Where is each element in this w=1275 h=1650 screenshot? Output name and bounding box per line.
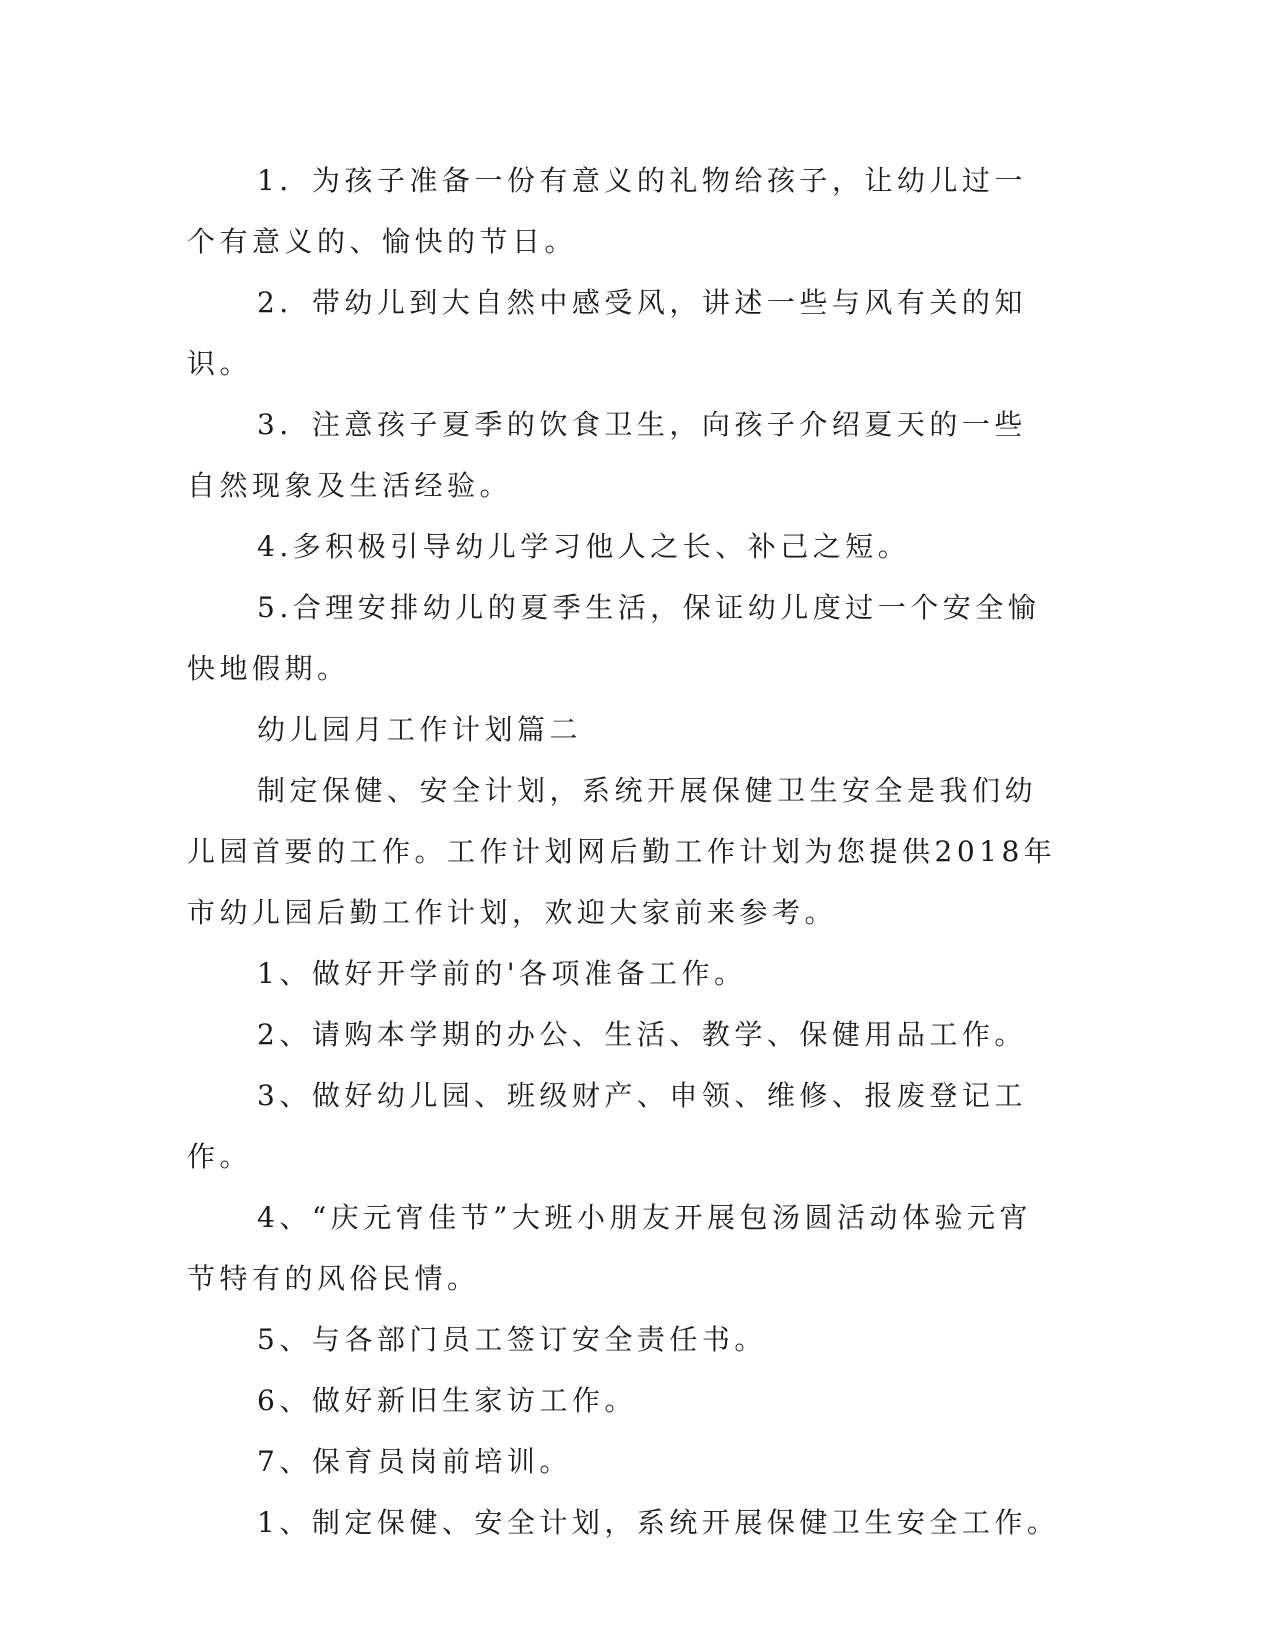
list-item-8: 1、制定保健、安全计划，系统开展保健卫生安全工作。 — [257, 1506, 1060, 1539]
intro-paragraph: 制定保健、安全计划，系统开展保健卫生安全是我们幼儿园首要的工作。工作计划网后勤工作计划为您提供2018年市幼儿园后勤工作计划，欢迎大家前来参考。 — [187, 774, 1057, 929]
paragraph-item-5: 5.合理安排幼儿的夏季生活，保证幼儿度过一个安全愉快地假期。 — [187, 591, 1041, 685]
list-item-1: 1、做好开学前的'各项准备工作。 — [257, 957, 747, 990]
list-item-2: 2、请购本学期的办公、生活、教学、保健用品工作。 — [257, 1018, 1027, 1051]
paragraph-item-4: 4.多积极引导幼儿学习他人之长、补己之短。 — [257, 530, 911, 563]
list-item-5: 5、与各部门员工签订安全责任书。 — [257, 1323, 767, 1356]
section-heading: 幼儿园月工作计划篇二 — [257, 713, 583, 746]
list-item-3: 3、做好幼儿园、班级财产、申领、维修、报废登记工作。 — [187, 1079, 1027, 1173]
list-item-4: 4、“庆元宵佳节”大班小朋友开展包汤圆活动体验元宵节特有的风俗民情。 — [187, 1201, 1032, 1295]
paragraph-item-2: 2．带幼儿到大自然中感受风，讲述一些与风有关的知识。 — [187, 286, 1027, 380]
document-body — [187, 150, 1067, 1553]
list-item-7: 7、保育员岗前培训。 — [257, 1445, 572, 1478]
paragraph-item-3: 3．注意孩子夏季的饮食卫生，向孩子介绍夏天的一些自然现象及生活经验。 — [187, 408, 1027, 502]
list-item-6: 6、做好新旧生家访工作。 — [257, 1384, 637, 1417]
paragraph-item-1: 1．为孩子准备一份有意义的礼物给孩子，让幼儿过一个有意义的、愉快的节日。 — [187, 164, 1027, 258]
